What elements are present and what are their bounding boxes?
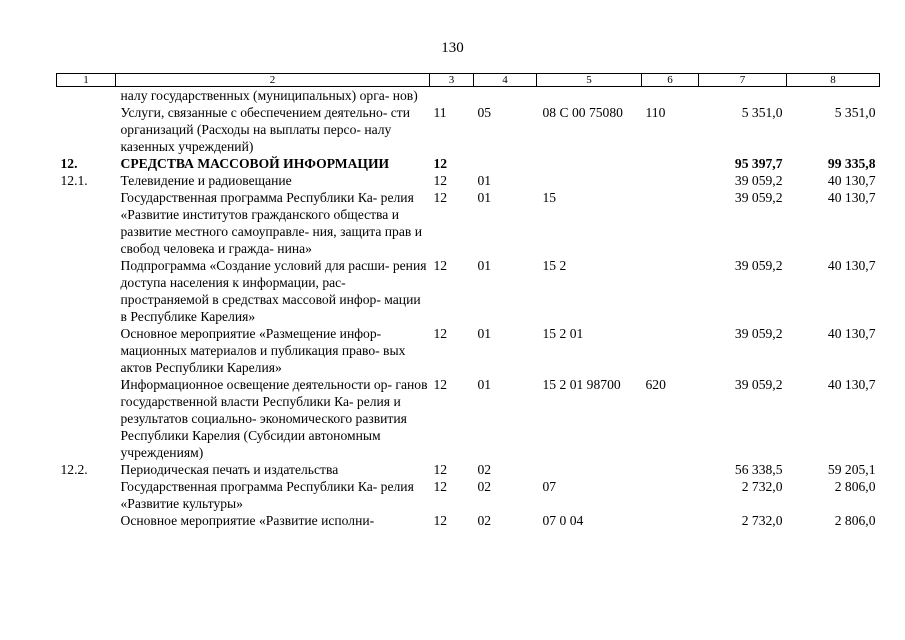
- row-amount-year-1: 39 059,2: [734, 326, 783, 341]
- table-row: [57, 512, 880, 529]
- row-section: 12: [433, 258, 448, 273]
- row-amount-year-2: 40 130,7: [827, 173, 876, 188]
- row-number: [57, 87, 116, 105]
- table-row: [57, 104, 880, 155]
- row-expense-type: [642, 512, 699, 529]
- header-col-8: 8: [787, 74, 880, 87]
- page-number: 130: [441, 40, 464, 56]
- row-amount-year-2: 5 351,0: [834, 105, 876, 120]
- header-col-1: 1: [57, 74, 116, 87]
- row-name: налу государственных (муниципальных) орга- нов): [120, 88, 418, 103]
- row-target-article: 15: [542, 190, 557, 205]
- row-target-article: [537, 87, 642, 105]
- row-name: Основное мероприятие «Размещение инфор- мационных материалов и публикация право- вых актов Республики Карелия»: [120, 326, 406, 375]
- row-number: [57, 512, 116, 529]
- header-row: [57, 74, 880, 87]
- row-number: 12.2.: [60, 462, 88, 477]
- row-amount-year-2: [787, 87, 880, 105]
- row-amount-year-2: 99 335,8: [827, 156, 876, 171]
- table-row: [57, 257, 880, 325]
- table-body: [57, 87, 880, 530]
- row-subsection: 05: [477, 105, 492, 120]
- table-row: [57, 478, 880, 512]
- header-col-3: 3: [430, 74, 474, 87]
- row-section: 12: [433, 513, 448, 528]
- row-amount-year-1: 39 059,2: [734, 377, 783, 392]
- row-number: [57, 104, 116, 155]
- row-subsection: 01: [477, 173, 492, 188]
- table-row: [57, 376, 880, 461]
- row-subsection: 02: [477, 462, 492, 477]
- row-number: [57, 325, 116, 376]
- row-amount-year-1: 39 059,2: [734, 190, 783, 205]
- budget-table: [56, 73, 880, 529]
- table-row: [57, 461, 880, 478]
- row-subsection: 01: [477, 258, 492, 273]
- header-col-5: 5: [537, 74, 642, 87]
- row-amount-year-2: 2 806,0: [834, 479, 876, 494]
- row-subsection: 01: [477, 190, 492, 205]
- row-number: [57, 257, 116, 325]
- table-header: [57, 74, 880, 87]
- row-amount-year-1: [699, 87, 787, 105]
- row-target-article: 15 2: [542, 258, 567, 273]
- row-expense-type: [642, 325, 699, 376]
- row-target-article: [537, 461, 642, 478]
- row-expense-type: [642, 257, 699, 325]
- row-section: 12: [433, 190, 448, 205]
- row-section: 12: [433, 462, 448, 477]
- row-number: [57, 376, 116, 461]
- row-amount-year-2: 2 806,0: [834, 513, 876, 528]
- row-section: 12: [433, 173, 448, 188]
- row-target-article: 08 С 00 75080: [542, 105, 623, 120]
- row-name: Периодическая печать и издательства: [120, 462, 339, 477]
- row-name: Информационное освещение деятельности ор- ганов государственной власти Республики Ка- релия и результатов социально- экономического развития Республики Карелия (Субсидии автономным учреждениям): [120, 377, 428, 460]
- row-subsection: 02: [477, 479, 492, 494]
- row-name: Телевидение и радиовещание: [120, 173, 292, 188]
- row-section: 11: [433, 105, 447, 120]
- row-expense-type: 620: [645, 377, 666, 392]
- row-name: Услуги, связанные с обеспечением деятельно- сти организаций (Расходы на выплаты персо- налу казенных учреждений): [120, 105, 410, 154]
- row-subsection: [474, 87, 537, 105]
- row-target-article: 07 0 04: [542, 513, 584, 528]
- row-name: Государственная программа Республики Ка- релия «Развитие институтов гражданского общества и развитие местного самоуправле- ния, защита прав и свобод человека и гражда- нина»: [120, 190, 422, 256]
- row-subsection: 02: [477, 513, 492, 528]
- row-expense-type: [642, 155, 699, 172]
- row-subsection: [474, 155, 537, 172]
- row-number: [57, 189, 116, 257]
- row-amount-year-1: 39 059,2: [734, 173, 783, 188]
- table-row: [57, 172, 880, 189]
- row-expense-type: [642, 189, 699, 257]
- row-expense-type: [642, 172, 699, 189]
- header-col-7: 7: [699, 74, 787, 87]
- row-subsection: 01: [477, 377, 492, 392]
- row-target-article: 15 2 01: [542, 326, 584, 341]
- row-target-article: [537, 172, 642, 189]
- row-number: 12.1.: [60, 173, 88, 188]
- row-amount-year-2: 40 130,7: [827, 258, 876, 273]
- table-row: [57, 155, 880, 172]
- row-section: 12: [433, 156, 448, 171]
- row-section: 12: [433, 479, 448, 494]
- table-row: [57, 325, 880, 376]
- row-target-article: [537, 155, 642, 172]
- row-expense-type: [642, 461, 699, 478]
- header-col-2: 2: [116, 74, 430, 87]
- row-amount-year-1: 2 732,0: [741, 479, 783, 494]
- header-col-4: 4: [474, 74, 537, 87]
- row-target-article: 07: [542, 479, 557, 494]
- row-number: [57, 478, 116, 512]
- row-amount-year-1: 56 338,5: [734, 462, 783, 477]
- table-row: [57, 189, 880, 257]
- row-expense-type: [642, 478, 699, 512]
- row-name: Государственная программа Республики Ка- релия «Развитие культуры»: [120, 479, 414, 511]
- row-name: СРЕДСТВА МАССОВОЙ ИНФОРМАЦИИ: [120, 156, 390, 171]
- row-target-article: 15 2 01 98700: [542, 377, 621, 392]
- row-subsection: 01: [477, 326, 492, 341]
- row-name: Подпрограмма «Создание условий для расши- рения доступа населения к информации, рас- пространяемой в средствах массовой инфор- мации в Республике Карелия»: [120, 258, 427, 324]
- row-amount-year-2: 40 130,7: [827, 377, 876, 392]
- row-amount-year-1: 2 732,0: [741, 513, 783, 528]
- row-expense-type: [642, 87, 699, 105]
- row-section: [430, 87, 474, 105]
- row-amount-year-2: 40 130,7: [827, 326, 876, 341]
- header-col-6: 6: [642, 74, 699, 87]
- row-name: Основное мероприятие «Развитие исполни-: [120, 513, 375, 528]
- row-number: 12.: [60, 156, 78, 171]
- row-section: 12: [433, 326, 448, 341]
- row-section: 12: [433, 377, 448, 392]
- row-amount-year-1: 5 351,0: [741, 105, 783, 120]
- row-amount-year-2: 59 205,1: [827, 462, 876, 477]
- row-amount-year-1: 39 059,2: [734, 258, 783, 273]
- row-amount-year-2: 40 130,7: [827, 190, 876, 205]
- row-amount-year-1: 95 397,7: [734, 156, 783, 171]
- row-expense-type: 110: [645, 105, 666, 120]
- table-row: [57, 87, 880, 105]
